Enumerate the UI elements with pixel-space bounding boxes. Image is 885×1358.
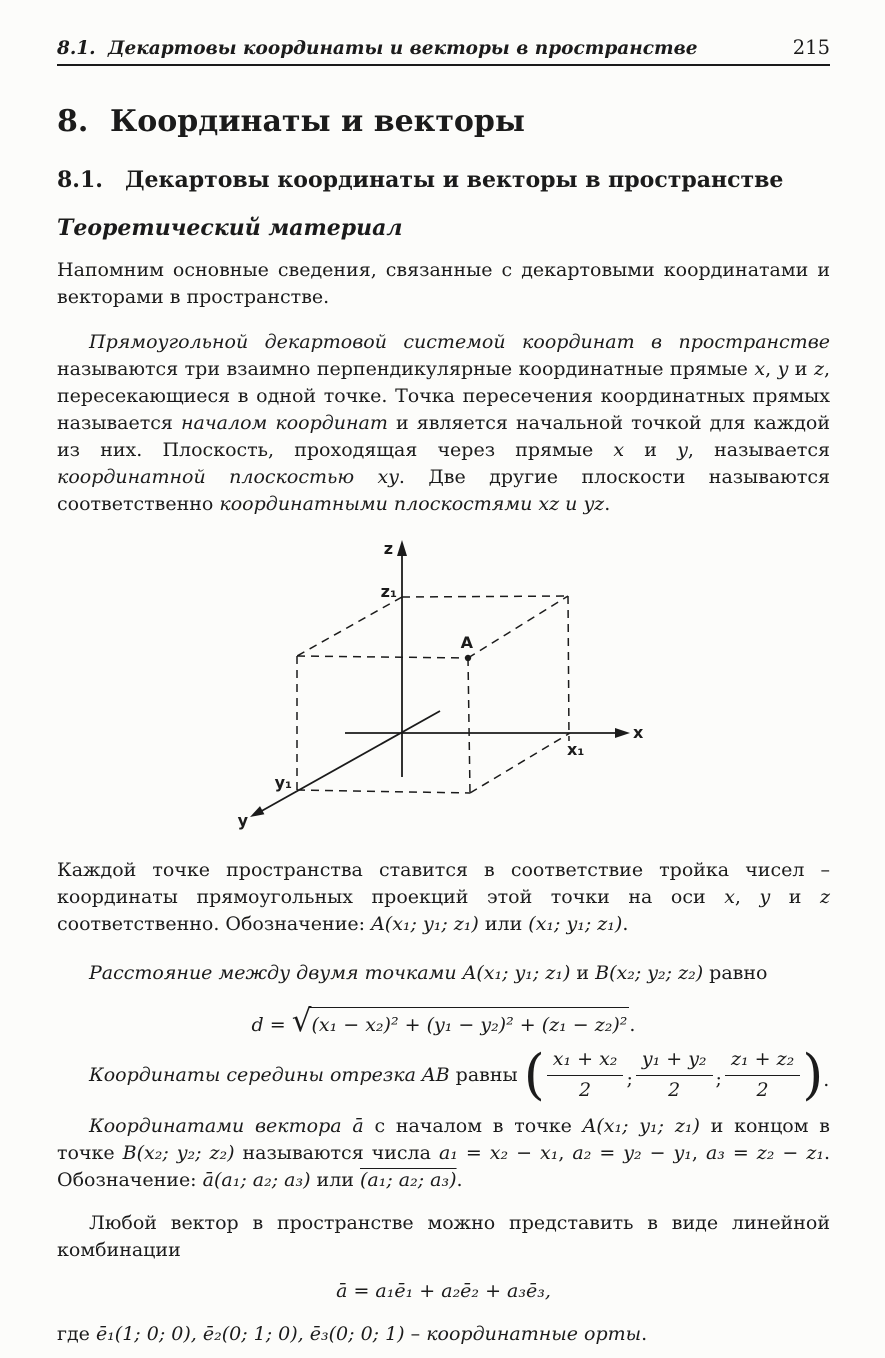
edge-top-right-diagonal bbox=[468, 596, 568, 658]
text-run: и bbox=[788, 358, 814, 380]
text-run: координатными плоскостями xz и yz bbox=[219, 493, 605, 515]
text-run: B(x₂; y₂; z₂) bbox=[595, 962, 704, 984]
subsection-heading: Теоретический материал bbox=[57, 215, 403, 241]
edge-bottom-right-diagonal bbox=[470, 733, 570, 793]
text-run: a₃ = z₂ − z₁ bbox=[705, 1142, 824, 1164]
x1-label: x₁ bbox=[567, 740, 585, 759]
close-paren: ) bbox=[802, 1043, 824, 1106]
text-run: ā(a₁; a₂; a₃) bbox=[202, 1169, 311, 1191]
fraction-z-numerator: z₁ + z₂ bbox=[725, 1047, 800, 1076]
fraction-y-numerator: y₁ + y₂ bbox=[636, 1047, 713, 1076]
text-run: называются три взаимно перпендикулярные координатные прямые bbox=[57, 331, 837, 380]
fraction-x-denominator: 2 bbox=[579, 1079, 592, 1101]
edge-point-vertical bbox=[468, 658, 470, 793]
text-run: Каждой точке пространства ставится в соответствие тройка чисел – координаты прямоугольных проекций этой точки на оси bbox=[57, 859, 837, 908]
text-run: называются числа bbox=[234, 1142, 439, 1164]
text-run: и концом в точке bbox=[57, 1115, 837, 1164]
text-run: где bbox=[57, 1323, 96, 1345]
text-run: координатной плоскостью xy bbox=[57, 466, 399, 488]
fraction-z bbox=[725, 1047, 800, 1103]
text-run: , называется bbox=[687, 439, 837, 461]
text-run: a₁ = x₂ − x₁ bbox=[438, 1142, 559, 1164]
open-paren: ( bbox=[523, 1043, 545, 1106]
y-axis-label: y bbox=[237, 811, 248, 830]
midpoint-period: . bbox=[823, 1069, 830, 1091]
text-run: . Обозначение: bbox=[57, 1142, 837, 1191]
paragraph-orts bbox=[57, 1321, 830, 1348]
paragraph-linear-combination bbox=[57, 1210, 837, 1264]
text-run: , bbox=[765, 358, 778, 380]
text-run: . bbox=[641, 1323, 648, 1345]
figure-container bbox=[57, 534, 830, 849]
section-heading bbox=[57, 167, 830, 193]
text-run: A(x₁; y₁; z₁) bbox=[371, 913, 479, 935]
text-run: Расстояние между двумя точками bbox=[89, 962, 463, 984]
chapter-heading bbox=[57, 104, 830, 139]
radicand: (x₁ − x₂)² + (y₁ − y₂)² + (z₁ − z₂)² bbox=[309, 1007, 629, 1039]
chapter-number: 8. bbox=[57, 104, 89, 139]
running-head-section: 8.1. bbox=[57, 38, 96, 59]
formula-lhs: d = bbox=[251, 1014, 292, 1036]
z-axis-label: z bbox=[383, 539, 393, 558]
text-run: Любой вектор в пространстве можно представить в виде линейной комбинации bbox=[57, 1212, 837, 1261]
paragraph-distance bbox=[57, 960, 830, 987]
fraction-x bbox=[547, 1047, 624, 1103]
paragraph-vector-coordinates bbox=[57, 1113, 837, 1194]
text-run: y bbox=[677, 439, 688, 461]
text-run: (x₁; y₁; z₁) bbox=[528, 913, 623, 935]
text-run: , bbox=[734, 886, 760, 908]
z1-label: z₁ bbox=[380, 582, 397, 601]
text-run: a₂ = y₂ − y₁ bbox=[572, 1142, 692, 1164]
text-run: и bbox=[624, 439, 678, 461]
text-run: Напомним основные сведения, связанные с декартовыми координатами и векторами в пространстве. bbox=[57, 259, 837, 308]
text-run: равно bbox=[703, 962, 768, 984]
fraction-x-numerator: x₁ + x₂ bbox=[547, 1047, 624, 1076]
y1-label: y₁ bbox=[274, 773, 292, 792]
midpoint-lead: Координаты середины отрезка AB bbox=[89, 1063, 450, 1086]
text-run: – bbox=[404, 1323, 427, 1345]
text-run: или bbox=[310, 1169, 360, 1191]
text-run: x bbox=[754, 358, 766, 380]
text-run: . bbox=[456, 1169, 463, 1191]
text-run: ē₁(1; 0; 0), ē₂(0; 1; 0), ē₃(0; 0; 1) bbox=[95, 1323, 405, 1345]
text-run: A(x₁; y₁; z₁) bbox=[462, 962, 571, 984]
text-run: началом координат bbox=[180, 412, 388, 434]
coordinate-system-figure bbox=[230, 534, 670, 834]
text-run: Координатами вектора bbox=[89, 1115, 353, 1137]
formula-period: . bbox=[629, 1014, 636, 1036]
text-run: x bbox=[613, 439, 625, 461]
edge-top-front bbox=[297, 656, 468, 658]
edge-bottom-front bbox=[297, 790, 470, 793]
fraction-y bbox=[636, 1047, 713, 1103]
page-number: 215 bbox=[792, 36, 830, 59]
text-run: z bbox=[813, 358, 824, 380]
axes bbox=[250, 540, 630, 817]
midpoint-verb: равны bbox=[449, 1063, 524, 1086]
dashed-box-edges bbox=[297, 596, 570, 793]
section-title: Декартовы координаты и векторы в пространстве bbox=[125, 167, 784, 193]
text-run: ā bbox=[352, 1115, 364, 1137]
text-run: z bbox=[819, 886, 830, 908]
text-run: с началом в точке bbox=[363, 1115, 583, 1137]
text-run: (a₁; a₂; a₃) bbox=[360, 1169, 457, 1191]
distance-formula bbox=[57, 1003, 830, 1039]
text-run: y bbox=[759, 886, 771, 908]
text-run: и bbox=[770, 886, 820, 908]
running-head bbox=[57, 36, 830, 66]
text-run: , пересекающиеся в одной точке. Точка пересечения координатных прямых называется bbox=[57, 358, 837, 434]
text-run: x bbox=[724, 886, 735, 908]
edge-right-vertical bbox=[568, 596, 569, 741]
text-run: . bbox=[622, 913, 629, 935]
edge-top-left-diagonal bbox=[297, 597, 402, 656]
text-run: , bbox=[691, 1142, 706, 1164]
y-axis-arrow bbox=[250, 806, 264, 817]
edge-top-back bbox=[402, 596, 568, 597]
text-run: и является начальной точкой для каждой из них. Плоскость, проходящая через прямые bbox=[57, 412, 837, 461]
text-run: координатные орты bbox=[426, 1323, 642, 1345]
text-run: соответственно. Обозначение: bbox=[57, 886, 837, 935]
fraction-y-denominator: 2 bbox=[668, 1079, 681, 1101]
text-run: . Две другие плоскости называются соответственно bbox=[57, 466, 837, 515]
text-run: . bbox=[604, 493, 611, 515]
running-head-title: Декартовы координаты и векторы в пространстве bbox=[108, 38, 698, 59]
y-axis bbox=[258, 711, 440, 813]
x-axis-label: x bbox=[633, 723, 644, 742]
fraction-z-denominator: 2 bbox=[756, 1079, 769, 1101]
text-run: или bbox=[478, 913, 529, 935]
point-a-label: A bbox=[460, 633, 473, 652]
paragraph-definition bbox=[57, 329, 837, 518]
x-axis-arrow bbox=[615, 728, 630, 738]
vector-formula: ā = a₁ē₁ + a₂ē₂ + a₃ē₃, bbox=[336, 1280, 551, 1302]
text-run: y bbox=[777, 358, 789, 380]
chapter-title: Координаты и векторы bbox=[110, 104, 525, 139]
paragraph-point-coordinates bbox=[57, 857, 837, 938]
fraction-separator: ; bbox=[715, 1067, 722, 1090]
text-run: B(x₂; y₂; z₂) bbox=[122, 1142, 235, 1164]
text-run: и bbox=[570, 962, 596, 984]
fraction-separator: ; bbox=[626, 1067, 633, 1090]
radical-sign: √ bbox=[291, 1003, 312, 1039]
section-number: 8.1. bbox=[57, 167, 103, 193]
text-run: Прямоугольной декартовой системой координат в пространстве bbox=[89, 331, 830, 353]
paragraph-intro bbox=[57, 257, 837, 311]
point-a-dot bbox=[465, 655, 471, 661]
midpoint-line bbox=[57, 1043, 830, 1106]
text-run: , bbox=[558, 1142, 573, 1164]
text-run: A(x₁; y₁; z₁) bbox=[582, 1115, 700, 1137]
z-axis-arrow bbox=[397, 540, 407, 556]
